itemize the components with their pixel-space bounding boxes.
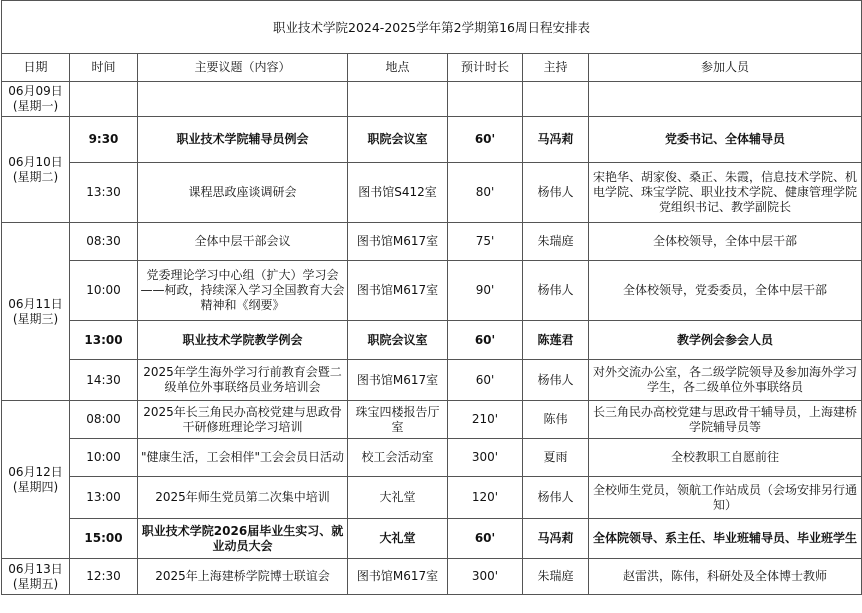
weekday-label: (星期五) [12, 576, 59, 591]
header-duration: 预计时长 [448, 54, 523, 82]
date-label: 06月11日 [8, 296, 63, 311]
duration-cell: 60' [448, 321, 523, 360]
topic-cell: 2025年师生党员第二次集中培训 [138, 477, 348, 519]
weekday-label: (星期一) [12, 99, 59, 113]
date-label: 06月12日 [8, 464, 63, 479]
time-cell: 12:30 [70, 559, 138, 595]
header-host: 主持 [523, 54, 589, 82]
time-cell: 13:30 [70, 163, 138, 223]
table-row [2, 477, 862, 519]
topic-cell: 课程思政座谈调研会 [138, 163, 348, 223]
host-cell: 杨伟人 [523, 360, 589, 401]
date-cell-tue [2, 117, 70, 223]
topic-cell: 全体中层干部会议 [138, 223, 348, 261]
time-cell: 08:30 [70, 223, 138, 261]
table-row [2, 559, 862, 595]
attendees-cell: 党委书记、全体辅导员 [589, 117, 862, 163]
attendees-cell: 赵雷洪，陈伟，科研处及全体博士教师 [589, 559, 862, 595]
time-cell: 08:00 [70, 401, 138, 439]
location-cell: 图书馆S412室 [348, 163, 448, 223]
duration-cell: 60' [448, 360, 523, 401]
host-cell: 朱瑞庭 [523, 223, 589, 261]
topic-cell: 2025年长三角民办高校党建与思政骨干研修班理论学习培训 [138, 401, 348, 439]
host-cell: 陈莲君 [523, 321, 589, 360]
attendees-cell: 教学例会参会人员 [589, 321, 862, 360]
attendees-cell: 长三角民办高校党建与思政骨干辅导员，上海建桥学院辅导员等 [589, 401, 862, 439]
date-cell-fri [2, 559, 70, 595]
header-location: 地点 [348, 54, 448, 82]
topic-cell: 2025年学生海外学习行前教育会暨二级单位外事联络员业务培训会 [138, 360, 348, 401]
time-cell: 10:00 [70, 439, 138, 477]
header-date: 日期 [2, 54, 70, 82]
host-cell: 杨伟人 [523, 477, 589, 519]
location-cell: 校工会活动室 [348, 439, 448, 477]
location-cell: 珠宝四楼报告厅室 [348, 401, 448, 439]
topic-cell: 职业技术学院教学例会 [138, 321, 348, 360]
duration-cell: 60' [448, 519, 523, 559]
date-cell-mon [2, 82, 70, 117]
table-row [2, 439, 862, 477]
table-row [2, 223, 862, 261]
title-row [2, 1, 862, 54]
host-cell: 杨伟人 [523, 261, 589, 321]
page-title: 职业技术学院2024-2025学年第2学期第16周日程安排表 [2, 1, 862, 54]
duration-cell: 60' [448, 117, 523, 163]
location-cell: 职院会议室 [348, 117, 448, 163]
location-cell: 图书馆M617室 [348, 559, 448, 595]
time-cell: 13:00 [70, 477, 138, 519]
weekday-label: (星期三) [12, 311, 59, 326]
time-cell: 9:30 [70, 117, 138, 163]
table-row [2, 401, 862, 439]
location-cell: 职院会议室 [348, 321, 448, 360]
header-topic: 主要议题（内容） [138, 54, 348, 82]
location-cell: 大礼堂 [348, 519, 448, 559]
attendees-cell: 全校师生党员，领航工作站成员（会场安排另行通知） [589, 477, 862, 519]
time-cell: 15:00 [70, 519, 138, 559]
duration-cell: 300' [448, 439, 523, 477]
duration-cell: 120' [448, 477, 523, 519]
table-row [2, 82, 862, 117]
host-cell: 杨伟人 [523, 163, 589, 223]
schedule-table [1, 0, 862, 595]
duration-cell: 75' [448, 223, 523, 261]
header-attendees: 参加人员 [589, 54, 862, 82]
table-row [2, 117, 862, 163]
host-cell: 陈伟 [523, 401, 589, 439]
table-row [2, 163, 862, 223]
attendees-cell: 全体校领导，全体中层干部 [589, 223, 862, 261]
topic-cell: "健康生活，工会相伴"工会会员日活动 [138, 439, 348, 477]
header-row [2, 54, 862, 82]
time-cell: 14:30 [70, 360, 138, 401]
attendees-cell: 全体校领导，党委委员，全体中层干部 [589, 261, 862, 321]
location-cell: 图书馆M617室 [348, 261, 448, 321]
weekday-label: (星期二) [12, 169, 59, 184]
header-time: 时间 [70, 54, 138, 82]
host-cell: 马冯莉 [523, 519, 589, 559]
date-label: 06月10日 [8, 154, 63, 169]
duration-cell: 210' [448, 401, 523, 439]
table-row [2, 261, 862, 321]
topic-cell: 职业技术学院辅导员例会 [138, 117, 348, 163]
duration-cell: 300' [448, 559, 523, 595]
host-cell: 马冯莉 [523, 117, 589, 163]
weekday-label: (星期四) [12, 479, 59, 494]
location-cell: 图书馆M617室 [348, 223, 448, 261]
duration-cell: 80' [448, 163, 523, 223]
time-cell: 13:00 [70, 321, 138, 360]
attendees-cell: 对外交流办公室，各二级学院领导及参加海外学习学生，各二级单位外事联络员 [589, 360, 862, 401]
location-cell: 大礼堂 [348, 477, 448, 519]
date-label: 06月13日 [8, 561, 63, 576]
table-row [2, 519, 862, 559]
date-label: 06月09日 [8, 84, 63, 98]
host-cell: 朱瑞庭 [523, 559, 589, 595]
location-cell: 图书馆M617室 [348, 360, 448, 401]
date-cell-thu [2, 401, 70, 559]
topic-cell: 党委理论学习中心组（扩大）学习会——柯政，持续深入学习全国教育大会精神和《纲要》 [138, 261, 348, 321]
attendees-cell: 全体院领导、系主任、毕业班辅导员、毕业班学生 [589, 519, 862, 559]
topic-cell: 2025年上海建桥学院博士联谊会 [138, 559, 348, 595]
duration-cell: 90' [448, 261, 523, 321]
host-cell: 夏雨 [523, 439, 589, 477]
date-cell-wed [2, 223, 70, 401]
table-row [2, 360, 862, 401]
time-cell: 10:00 [70, 261, 138, 321]
topic-cell: 职业技术学院2026届毕业生实习、就业动员大会 [138, 519, 348, 559]
attendees-cell: 全校教职工自愿前往 [589, 439, 862, 477]
table-row [2, 321, 862, 360]
attendees-cell: 宋艳华、胡家俊、桑正、朱霞，信息技术学院、机电学院、珠宝学院、职业技术学院、健康管理学院党组织书记、教学副院长 [589, 163, 862, 223]
